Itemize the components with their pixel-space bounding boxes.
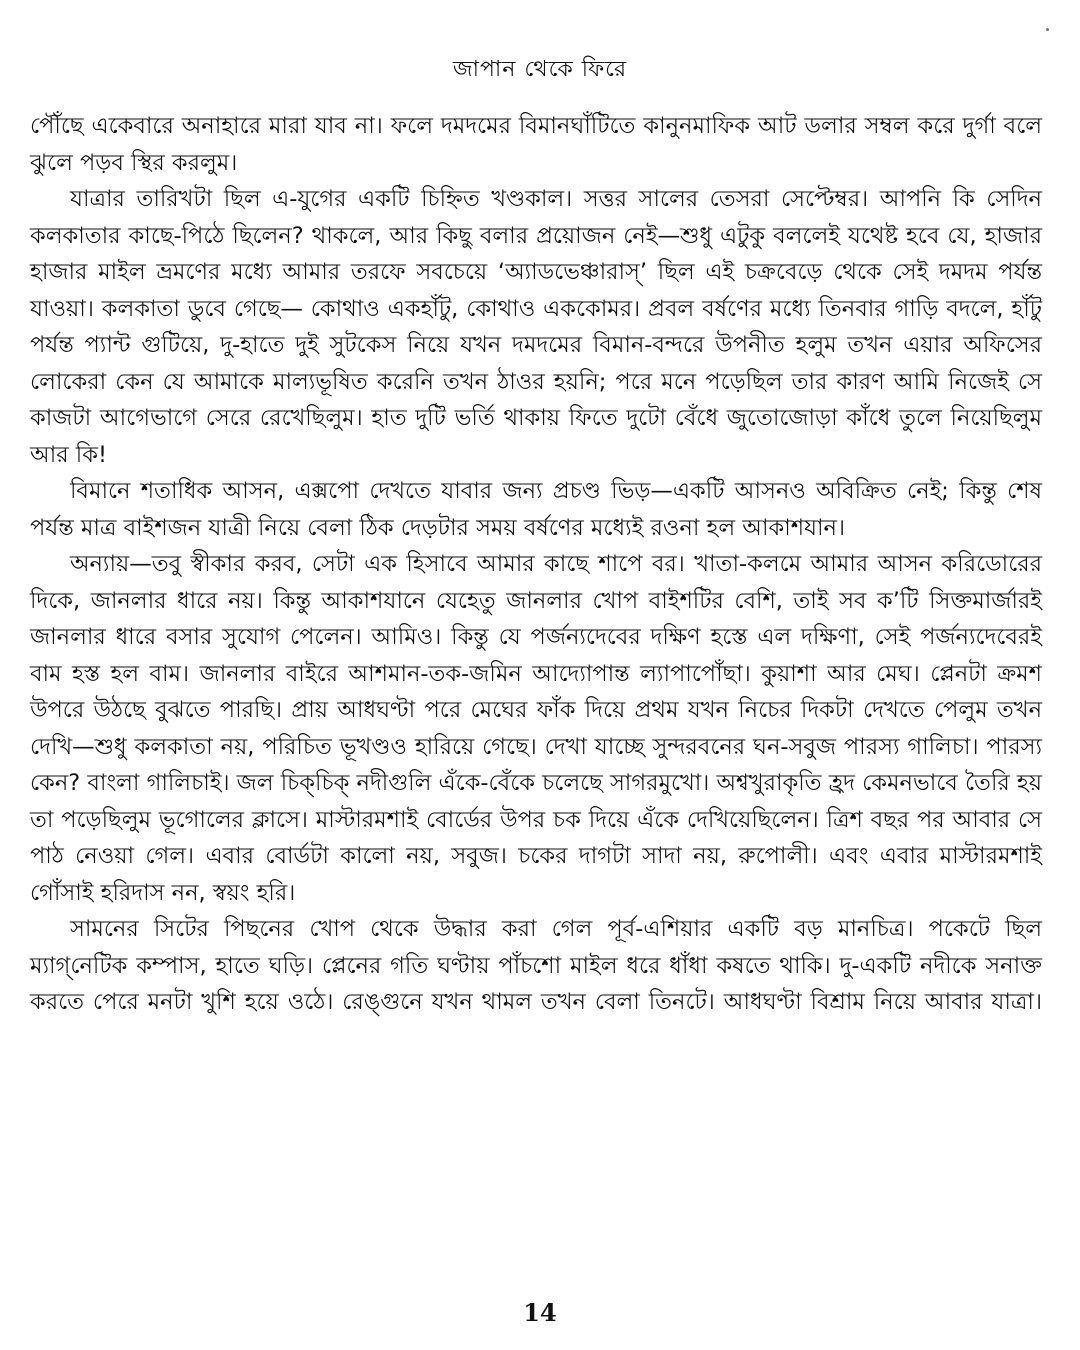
paragraph-4: অন্যায়—তবু স্বীকার করব, সেটা এক হিসাবে আমার কাছে শাপে বর। খাতা-কলমে আমার আসন করিডোরের দিকে, জানলার ধারে নয়। কিন্তু আকাশযানে যেহেতু জানলার খোপ বাইশটির বেশি, তাই সব ক’টি সিক্তমার্জারই জানলার ধারে বসার সুযোগ পেলেন। আমিও। কিন্তু যে পর্জন্যদেবের দক্ষিণ হস্তে এল দক্ষিণা, সেই পর্জন্যদেবেরই বাম হস্ত হল বাম। জানলার বাইরে আশমান-তক-জমিন আদ্যোপান্ত ল্যাপাপোঁছা। কুয়াশা আর মেঘ। প্লেনটা ক্রমশ উপরে উঠছে বুঝতে পারছি। প্রায় আধঘণ্টা পরে মেঘের ফাঁক দিয়ে প্রথম যখন নিচের দিকটা দেখতে পেলুম তখন দেখি—শুধু কলকাতা নয়, পরিচিত ভূখণ্ডও হারিয়ে গেছে। দেখা যাচ্ছে সুন্দরবনের ঘন-সবুজ পারস্য গালিচা। পারস্য কেন? বাংলা গালিচাই। জল চিক্‌চিক্ নদীগুলি এঁকে-বেঁকে চলেছে সাগরমুখো। অশ্বখুরাকৃতি হ্রদ কেমনভাবে তৈরি হয় তা পড়েছিলুম ভূগোলের ক্লাসে। মাস্টারমশাই বোর্ডের উপর চক দিয়ে এঁকে দেখিয়েছিলেন। ত্রিশ বছর পর আবার সে পাঠ নেওয়া গেল। এবার বোর্ডটা কালো নয়, সবুজ। চকের দাগটা সাদা নয়, রুপোলী। এবং এবার মাস্টারমশাই গোঁসাই হরিদাস নন, স্বয়ং হরি। [30, 551, 1042, 906]
body-text [30, 108, 1042, 1021]
running-header-title: জাপান থেকে ফিরে [452, 57, 628, 82]
page-number: 14 [523, 1298, 557, 1327]
paragraph-5: সামনের সিটের পিছনের খোপ থেকে উদ্ধার করা গেল পূর্ব-এশিয়ার একটি বড় মানচিত্র। পকেটে ছিল ম্যাগ্‌নেটিক কম্পাস, হাতে ঘড়ি। প্লেনের গতি ঘণ্টায় পাঁচশো মাইল ধরে ধাঁধা কষতে থাকি। দু-একটি নদীকে সনাক্ত করতে পেরে মনটা খুশি হয়ে ওঠে। রেঙ্গুনে যখন থামল তখন বেলা তিনটে। আধঘণ্টা বিশ্রাম নিয়ে আবার যাত্রা। [30, 916, 1042, 1015]
paragraph-2: যাত্রার তারিখটা ছিল এ-যুগের একটি চিহ্নিত খণ্ডকাল। সত্তর সালের তেসরা সেপ্টেম্বর। আপনি কি সেদিন কলকাতার কাছে-পিঠে ছিলেন? থাকলে, আর কিছু বলার প্রয়োজন নেই—শুধু এটুকু বললেই যথেষ্ট হবে যে, হাজার হাজার মাইল ভ্রমণের মধ্যে আমার তরফে সবচেয়ে ‘অ্যাডভেঞ্চারাস্’ ছিল এই চক্রবেড়ে থেকে সেই দমদম পর্যন্ত যাওয়া। কলকাতা ডুবে গেছে— কোথাও একহাঁটু, কোথাও এককোমর। প্রবল বর্ষণের মধ্যে তিনবার গাড়ি বদলে, হাঁটু পর্যন্ত প্যান্ট গুটিয়ে, দু-হাতে দুই সুটকেস নিয়ে যখন দমদমের বিমান-বন্দরে উপনীত হলুম তখন এয়ার অফিসের লোকেরা কেন যে আমাকে মাল্যভূষিত করেনি তখন ঠাওর হয়নি; পরে মনে পড়েছিল তার কারণ আমি নিজেই সে কাজটা আগেভাগে সেরে রেখেছিলুম। হাত দুটি ভর্তি থাকায় ফিতে দুটো বেঁধে জুতোজোড়া কাঁধে তুলে নিয়েছিলুম আর কি! [30, 186, 1042, 468]
paragraph-1: পৌঁছে একেবারে অনাহারে মারা যাব না। ফলে দমদমের বিমানঘাঁটিতে কানুনমাফিক আট ডলার সম্বল করে দুর্গা বলে ঝুলে পড়ব স্থির করলুম। [30, 113, 1042, 176]
paragraph-3: বিমানে শতাধিক আসন, এক্সপো দেখতে যাবার জন্য প্রচণ্ড ভিড়—একটি আসনও অবিক্রিত নেই; কিন্তু শেষ পর্যন্ত মাত্র বাইশজন যাত্রী নিয়ে বেলা ঠিক দেড়টার সময় বর্ষণের মধ্যেই রওনা হল আকাশযান। [30, 478, 1042, 541]
ink-speck [1046, 28, 1049, 31]
